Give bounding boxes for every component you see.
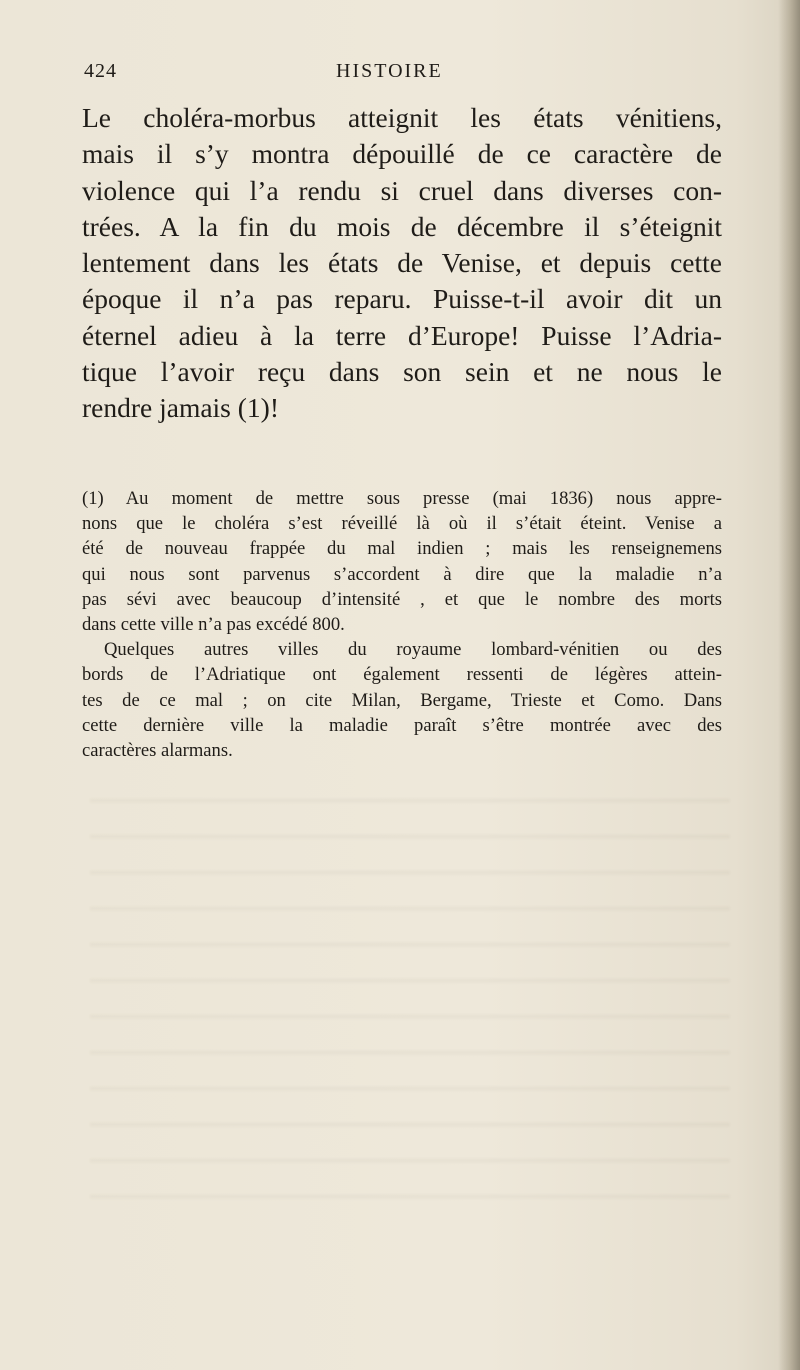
main-paragraph [82, 100, 722, 427]
page-edge-shadow [778, 0, 800, 1370]
footnote-paragraph-1 [82, 486, 722, 637]
footnote-line: (1) Au moment de mettre sous presse (mai 1836) nous appre- [82, 488, 722, 509]
footnote-line: nons que le choléra s’est réveillé là où il s’était éteint. Venise a [82, 513, 722, 535]
text-line: époque il n’a pas reparu. Puisse-t-il avoir dit un [82, 283, 722, 315]
text-line: violence qui l’a rendu si cruel dans diverses con- [82, 174, 722, 206]
text-line: Le choléra-morbus atteignit les états vénitiens, [82, 102, 722, 133]
running-head: HISTOIRE [336, 60, 443, 82]
footnote-line: dans cette ville n’a pas excédé 800. [82, 614, 345, 636]
footnote-line: été de nouveau frappée du mal indien ; mais les renseignemens [82, 538, 722, 560]
text-line: rendre jamais (1)! [82, 392, 279, 424]
footnote-line: caractères alarmans. [82, 740, 233, 762]
page-header [84, 54, 694, 94]
show-through-texture [90, 780, 730, 1200]
footnote-line: tes de ce mal ; on cite Milan, Bergame, Trieste et Como. Dans [82, 689, 722, 711]
text-line: lentement dans les états de Venise, et depuis cette [82, 247, 722, 279]
text-line: tique l’avoir reçu dans son sein et ne nous le [82, 356, 722, 388]
text-line: mais il s’y montra dépouillé de ce caractère de [82, 138, 722, 170]
footnote-line: Quelques autres villes du royaume lombard-vénitien ou des [104, 639, 722, 661]
footnote-line: qui nous sont parvenus s’accordent à dire que la maladie n’a [82, 563, 722, 585]
footnote-line: pas sévi avec beaucoup d’intensité , et que le nombre des morts [82, 588, 722, 610]
footnote-line: bords de l’Adriatique ont également ressenti de légères attein- [82, 664, 722, 686]
footnote-paragraph-2 [82, 637, 722, 763]
footnote [82, 486, 722, 763]
page-number: 424 [84, 60, 117, 82]
text-line: éternel adieu à la terre d’Europe! Puisse l’Adria- [82, 319, 722, 351]
footnote-line: cette dernière ville la maladie paraît s’être montrée avec des [82, 714, 722, 736]
text-line: trées. A la fin du mois de décembre il s’éteignit [82, 210, 722, 242]
